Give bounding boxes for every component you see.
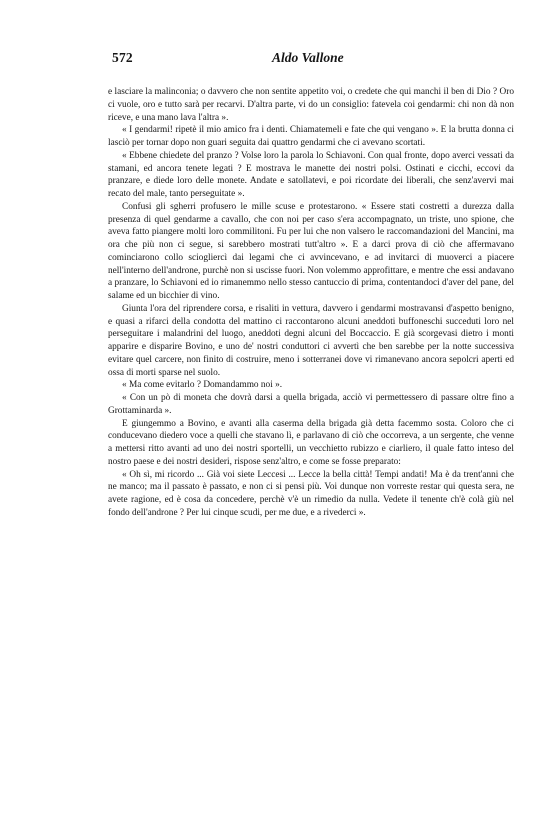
page-number: 572 bbox=[112, 50, 133, 65]
paragraph: « Oh sì, mi ricordo ... Già voi siete Leccesi ... Lecce la bella città! Tempi andati! Ma è da trent'anni che ne manco; ma il passato è passato, e non ci si pensi più. Voi dunque non vorreste restar qui questa sera, ne avete ragione, ed è cosa da concedere, perchè v'è un rimedio da nulla. Vedete il tenente ch'è colà giù nel fondo dell'androne ? Per lui cinque scudi, per me due, e a rivederci ». bbox=[108, 469, 514, 518]
paragraph: e lasciare la malinconia; o davvero che non sentite appetito voi, o credete che qui manchi il ben di Dio ? Oro ci vuole, oro e tutto sarà per recarvi. D'altra parte, vi do un consiglio: fatevela coi gendarmi: chi non dà non riceve, e una mano lava l'altra ». bbox=[108, 87, 514, 123]
running-head: Aldo Vallone bbox=[272, 50, 344, 65]
paragraph: E giungemmo a Bovino, e avanti alla caserma della brigada già detta facemmo sosta. Coloro che ci conducevano diedero voce a quelli che stavano lì, e parlavano di ciò che occorreva, a un sergente, che venne a mettersi ritto avanti ad uno dei nostri sportelli, un vecchietto rubizzo e ciarliero, il quale fatto inteso del nostro paese e dei nostri desideri, rispose senz'altro, e come se fosse preparato: bbox=[108, 418, 514, 467]
paragraph: Giunta l'ora del riprendere corsa, e risaliti in vettura, davvero i gendarmi mostravansi d'aspetto benigno, e quasi a rifarci della condotta del mattino ci raccontarono alcuni aneddoti buffoneschi succeduti loro nel perseguitare i malandrini del luogo, aneddoti degni alcuni del Boccaccio. E già scorgevasi dietro i monti apparire e disparire Bovino, e uno de' nostri conduttori ci avvertì che ben sarebbe per la notte successiva evitare quel carcere, non finito di costruire, meno i sotterranei dove vi rimanevano ancora sepolcri aperti ed ossa di morti sparse nel suolo. bbox=[108, 303, 514, 378]
body-text bbox=[108, 86, 514, 520]
page-header bbox=[112, 50, 514, 70]
paragraph: « Ma come evitarlo ? Domandammo noi ». bbox=[122, 380, 283, 391]
paragraph: « Ebbene chiedete del pranzo ? Volse loro la parola lo Schiavoni. Con qual fronte, dopo averci vessati da stamani, ed ancora tenete legati ? E mostrava le manette dei nostri polsi. Ostinati e cicchi, eccovi da pranzare, e diede loro delle monete. Andate e satollatevi, e poi ricordate dei liberali, che senz'avervi mai recato del male, tanto perseguitate ». bbox=[108, 150, 514, 199]
paragraph: « I gendarmi! ripetè il mio amico fra i denti. Chiamatemeli e fate che qui vengano ». E la brutta donna ci lasciò per tornar dopo non guari seguita dai quattro gendarmi che ci avevano scortati. bbox=[108, 125, 514, 148]
paragraph: « Con un pò di moneta che dovrà darsi a quella brigada, acciò vi permettessero di passare oltre fino a Grottaminarda ». bbox=[108, 393, 514, 416]
paragraph: Confusi gli sgherri profusero le mille scuse e protestarono. « Essere stati costretti a durezza dalla presenza di quel gendarme a cavallo, che con noi per caso s'era accompagnato, un triste, uno spione, che aveva fatto piangere molti loro commilitoni. Fu per lui che non valsero le raccomandazioni del Mancini, ma ora che più non ci segue, si sarebbero mostrati tutt'altro ». E a darci prova di ciò che affermavano cominciarono collo sciogliercì dai legami che ci avvincevano, e ad invitarci di muoverci a piacere nell'interno dell'androne, purchè non si uscisse fuori. Non volemmo approfittare, e mentre che essi andavano a pranzare, lo Schiavoni ed io rimanemmo nello stesso cantuccio di prima, contentandoci d'aver del pane, del salame ed un bicchier di vino. bbox=[108, 201, 514, 301]
